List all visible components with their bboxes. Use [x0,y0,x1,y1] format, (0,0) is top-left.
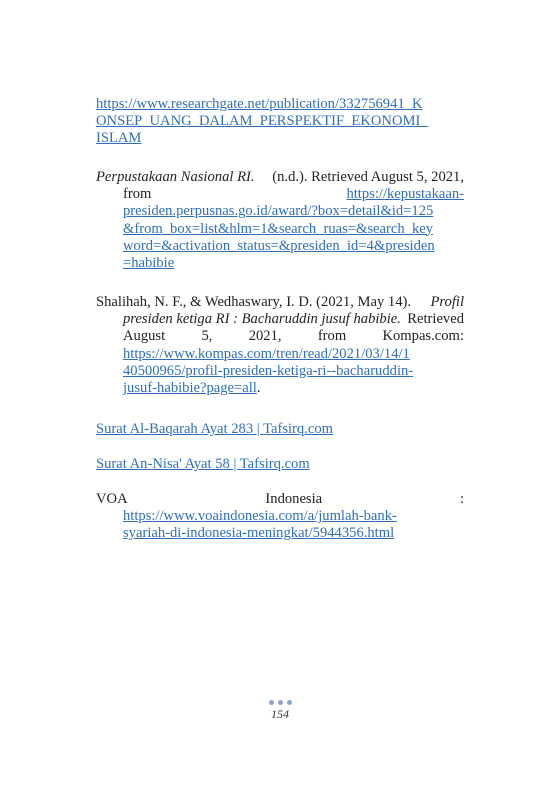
reference-title: Profil [430,294,464,310]
reference-link[interactable]: presiden.perpusnas.go.id/award/?box=detail&id=125 [123,203,434,220]
reference-link[interactable]: https://www.voaindonesia.com/a/jumlah-bank- [123,508,397,525]
reference-link[interactable]: Surat An-Nisa' Ayat 58 | Tafsirq.com [96,456,310,472]
reference-word: Indonesia [265,491,323,507]
dot-icon [287,700,292,705]
dot-icon [269,700,274,705]
reference-link[interactable]: ONSEP_UANG_DALAM_PERSPEKTIF_EKONOMI_ [96,113,428,130]
reference-link[interactable]: 40500965/profil-presiden-ketiga-ri--bacharuddin- [123,362,414,379]
reference-tafsirq-baqarah [96,421,464,438]
reference-period: . [256,379,261,396]
reference-perpusnas [96,169,464,272]
reference-line [96,169,464,186]
reference-link[interactable]: https://kepustakaan- [346,186,464,203]
reference-link[interactable]: word=&activation_status=&presiden_id=4&presiden [123,237,435,254]
reference-link[interactable]: https://www.researchgate.net/publication/332756941_K [96,96,423,112]
reference-researchgate [96,96,464,148]
reference-link[interactable]: ISLAM [96,130,142,147]
reference-word: from [317,328,347,345]
reference-from: from [123,186,152,203]
reference-link[interactable]: https://www.kompas.com/tren/read/2021/03/14/1 [123,345,410,362]
reference-authors: Shalihah, N. F., & Wedhaswary, I. D. (2021, May 14). [96,294,412,310]
page-footer [0,700,560,722]
reference-line [96,186,464,203]
dot-icon [278,700,283,705]
reference-date: (n.d.). Retrieved August 5, 2021, [272,169,464,185]
reference-word: 2021, [248,328,282,345]
reference-line [96,294,464,311]
reference-title: Perpustakaan Nasional RI. [96,169,255,185]
page-number: 154 [271,707,289,721]
reference-link[interactable]: &from_box=list&hlm=1&search_ruas=&search_key [123,220,434,237]
reference-word: August [123,328,166,345]
reference-word: VOA [96,491,128,507]
reference-retrieved: Retrieved [407,311,464,328]
reference-line [96,491,464,508]
reference-line [96,328,464,345]
reference-word: : [459,491,464,507]
reference-link[interactable]: jusuf-habibie?page=all [123,379,257,396]
reference-tafsirq-nisa [96,456,464,473]
reference-link[interactable]: Surat Al-Baqarah Ayat 283 | Tafsirq.com [96,421,333,437]
reference-word: 5, [201,328,213,345]
reference-kompas [96,294,464,397]
reference-link[interactable]: syariah-di-indonesia-meningkat/5944356.html [123,525,395,542]
reference-voa [96,491,464,543]
reference-line [96,311,464,328]
reference-title: presiden ketiga RI : Bacharuddin jusuf habibie. [123,311,401,328]
reference-link[interactable]: =habibie [123,254,175,271]
reference-word: Kompas.com: [382,328,464,345]
reference-line [96,380,464,397]
ornament-dots-icon [0,700,560,705]
